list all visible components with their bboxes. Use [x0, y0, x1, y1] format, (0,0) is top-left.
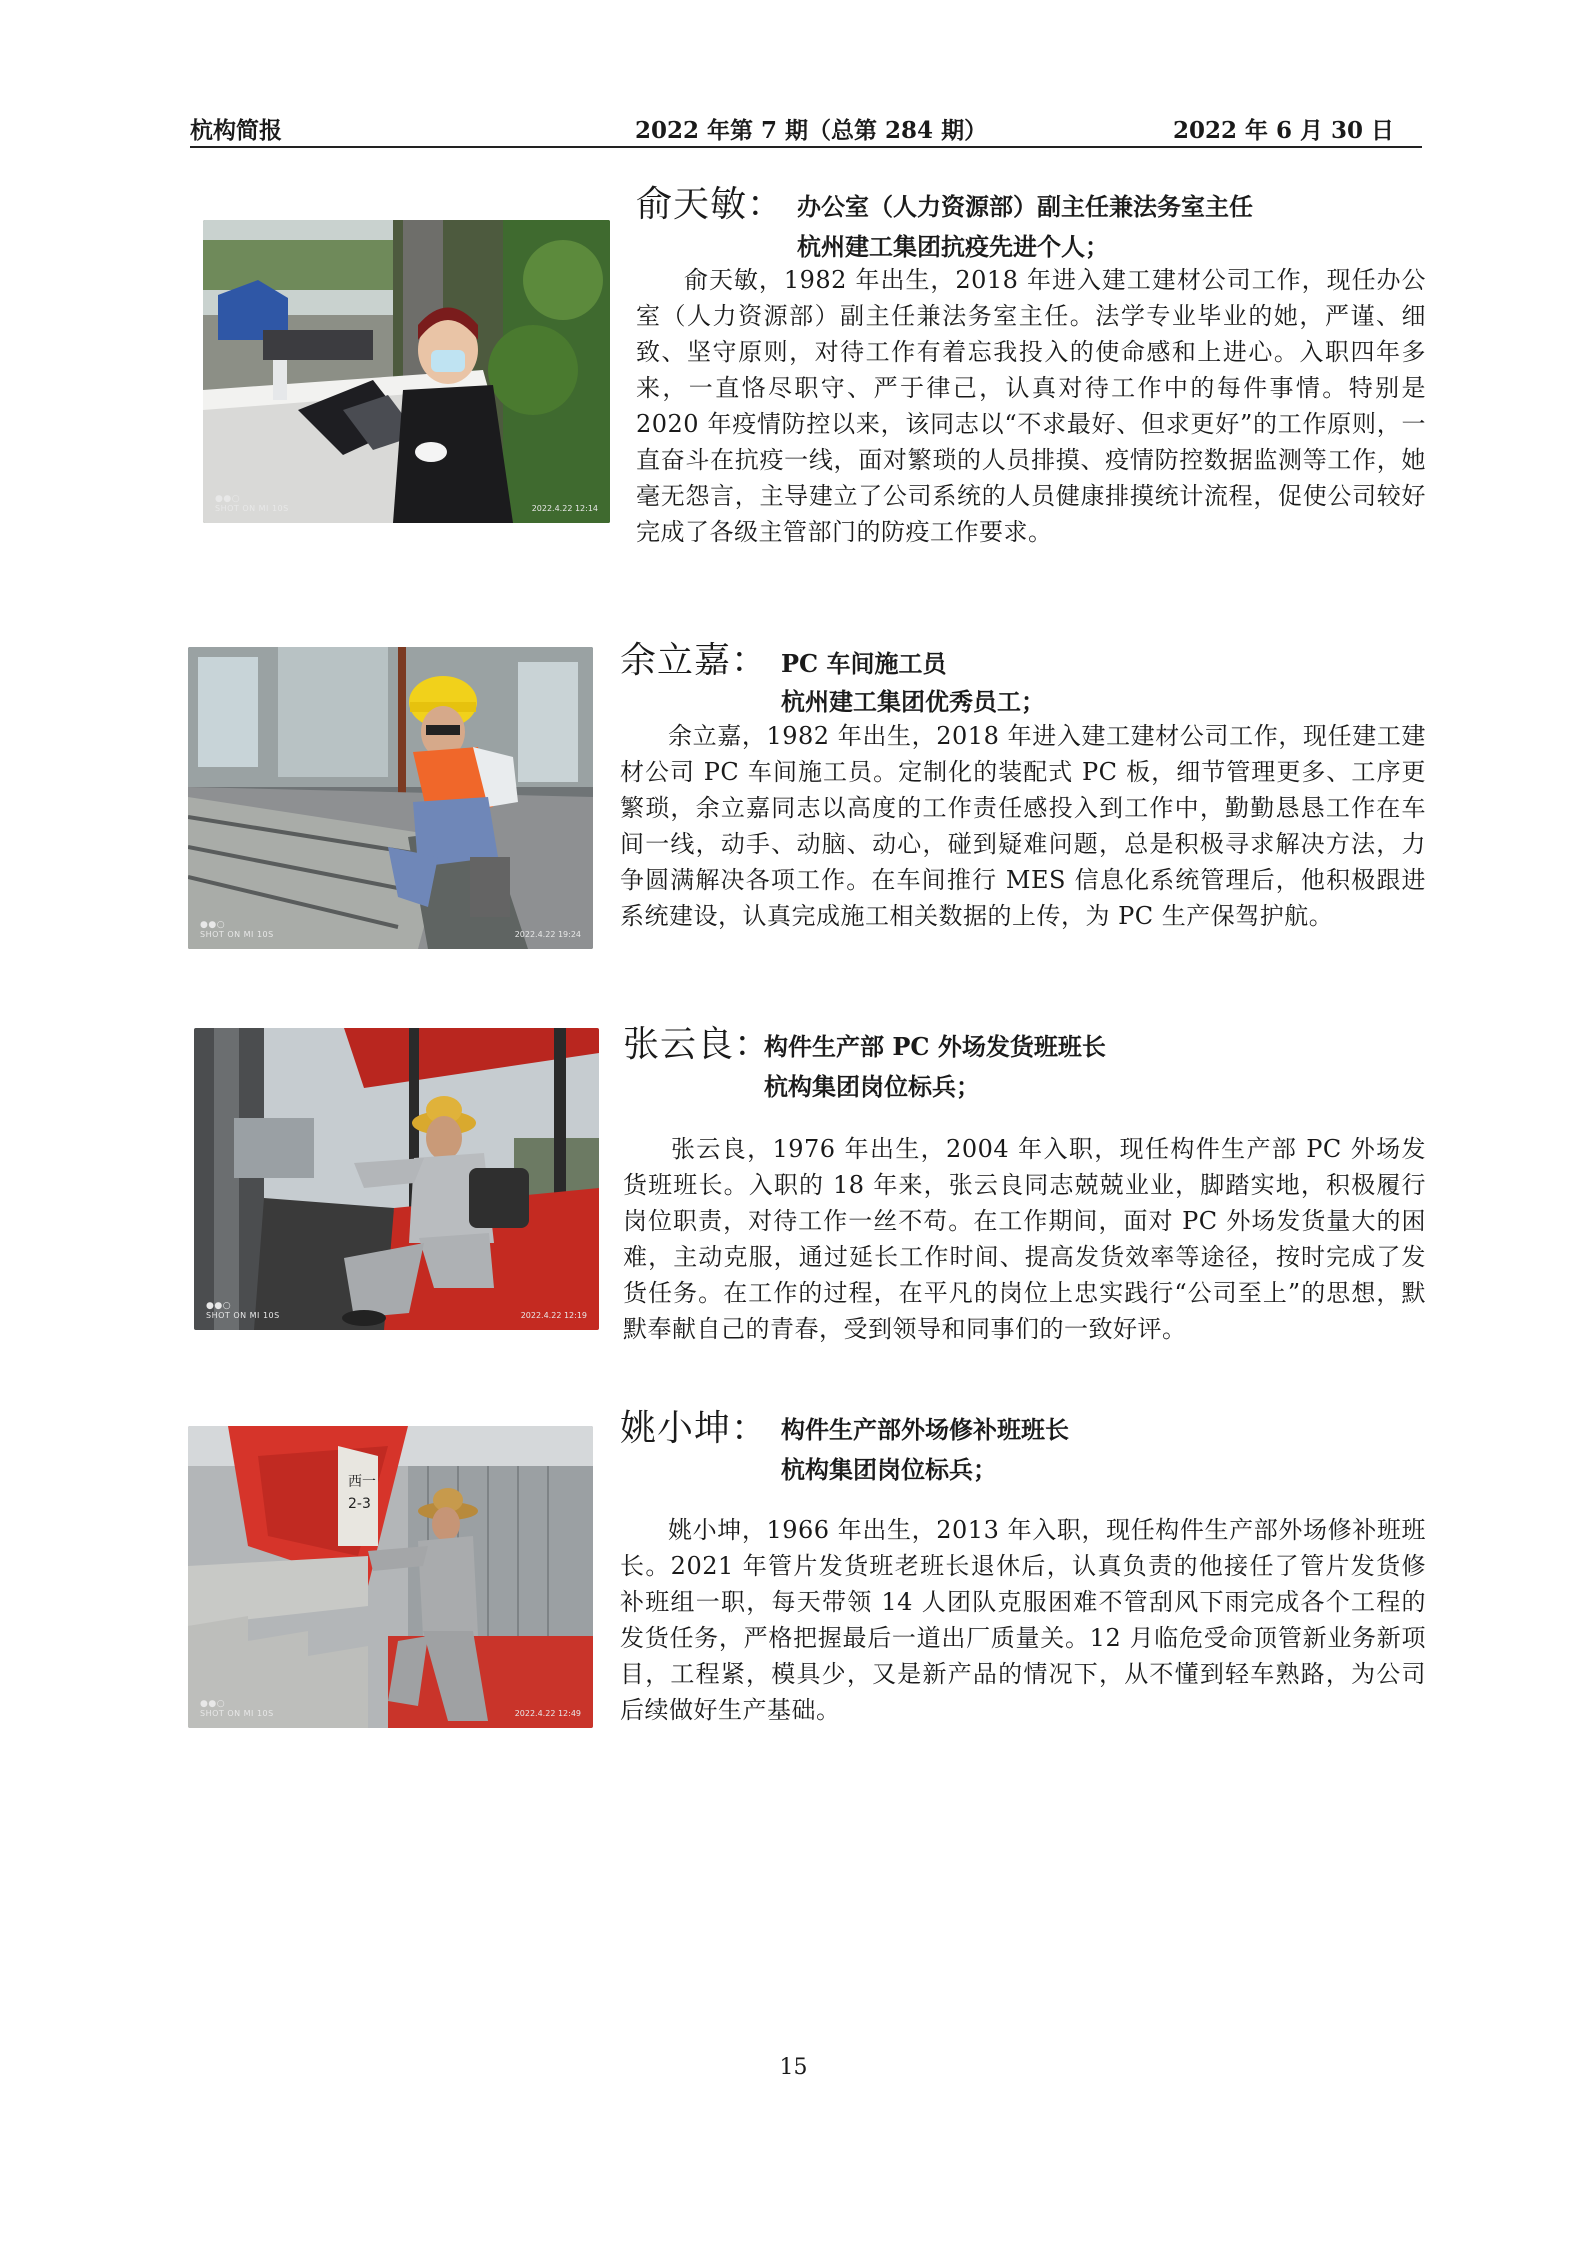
issue-date: 2022 年 6 月 30 日	[1172, 117, 1394, 144]
profile-photo-1	[203, 220, 610, 523]
photo-timestamp: 2022.4.22 19:24	[514, 930, 581, 939]
photo-watermark: ●●○ SHOT ON MI 10S	[206, 1301, 280, 1320]
profile-body-4: 姚小坤，1966 年出生，2013 年入职，现任构件生产部外场修补班班长。2021 年管片发货班老班长退休后，认真负责的他接任了管片发货修补班组一职，每天带领 14 人团队克服困难不管刮风下雨完成各个工程的发货任务，严格把握最后一道出厂质量关。12 月临危受命顶管新业务新项目，工程紧，模具少，又是新产品的情况下，从不懂到轻车熟路，为公司后续做好生产基础。	[620, 1516, 1426, 1724]
profile-photo-2	[188, 647, 593, 949]
profile-role-3: 构件生产部 PC 外场发货班班长	[764, 1032, 1106, 1061]
profile-honor-4: 杭构集团岗位标兵；	[781, 1455, 997, 1484]
profile-name-4: 姚小坤：	[620, 1408, 769, 1449]
profile-role-4: 构件生产部外场修补班班长	[781, 1415, 1069, 1444]
profile-body-2: 余立嘉，1982 年出生，2018 年进入建工建材公司工作，现任建工建材公司 PC 车间施工员。定制化的装配式 PC 板，细节管理更多、工序更繁琐，余立嘉同志以高度的工作责任感投入到工作中，勤勤恳恳工作在车间一线，动手、动脑、动心，碰到疑难问题，总是积极寻求解决方法，力争圆满解决各项工作。在车间推行 MES 信息化系统管理后，他积极跟进系统建设，认真完成施工相关数据的上传，为 PC 生产保驾护航。	[620, 722, 1426, 930]
profile-name-1: 俞天敏：	[636, 184, 785, 225]
photo-timestamp: 2022.4.22 12:14	[531, 504, 598, 513]
photo-timestamp: 2022.4.22 12:49	[514, 1709, 581, 1718]
profile-photo-4	[188, 1426, 593, 1728]
profile-honor-1: 杭州建工集团抗疫先进个人；	[797, 232, 1109, 261]
profile-honor-2: 杭州建工集团优秀员工；	[781, 687, 1045, 716]
profile-honor-3: 杭构集团岗位标兵；	[764, 1072, 980, 1101]
profile-photo-3	[194, 1028, 599, 1330]
issue-number: 2022 年第 7 期（总第 284 期）	[635, 117, 988, 144]
photo-watermark: ●●○ SHOT ON MI 10S	[215, 494, 289, 513]
photo-watermark: ●●○ SHOT ON MI 10S	[200, 1699, 274, 1718]
profile-role-1: 办公室（人力资源部）副主任兼法务室主任	[797, 192, 1253, 221]
photo-timestamp: 2022.4.22 12:19	[520, 1311, 587, 1320]
publication-title: 杭构简报	[190, 117, 282, 144]
profile-name-3: 张云良：	[623, 1024, 772, 1065]
photo-watermark: ●●○ SHOT ON MI 10S	[200, 920, 274, 939]
profile-body-3: 张云良，1976 年出生，2004 年入职，现任构件生产部 PC 外场发货班班长。入职的 18 年来，张云良同志兢兢业业，脚踏实地，积极履行岗位职责，对待工作一丝不苟。在工作期间，面对 PC 外场发货量大的困难，主动克服，通过延长工作时间、提高发货效率等途径，按时完成了发货任务。在工作的过程，在平凡的岗位上忠实践行“公司至上”的思想，默默奉献自己的青春，受到领导和同事们的一致好评。	[623, 1135, 1426, 1343]
svg-text:2-3: 2-3	[348, 1496, 371, 1512]
page-number: 15	[779, 2055, 808, 2080]
page-header	[190, 110, 1422, 148]
profile-name-2: 余立嘉：	[620, 640, 769, 681]
profile-role-2: PC 车间施工员	[781, 649, 947, 678]
crane-sign: 西一	[348, 1474, 376, 1490]
profile-body-1: 俞天敏，1982 年出生，2018 年进入建工建材公司工作，现任办公室（人力资源部）副主任兼法务室主任。法学专业毕业的她，严谨、细致、坚守原则，对待工作有着忘我投入的使命感和上进心。入职四年多来，一直恪尽职守、严于律己，认真对待工作中的每件事情。特别是 2020 年疫情防控以来，该同志以“不求最好、但求更好”的工作原则，一直奋斗在抗疫一线，面对繁琐的人员排摸、疫情防控数据监测等工作，她毫无怨言，主导建立了公司系统的人员健康排摸统计流程，促使公司较好完成了各级主管部门的防疫工作要求。	[636, 266, 1426, 546]
